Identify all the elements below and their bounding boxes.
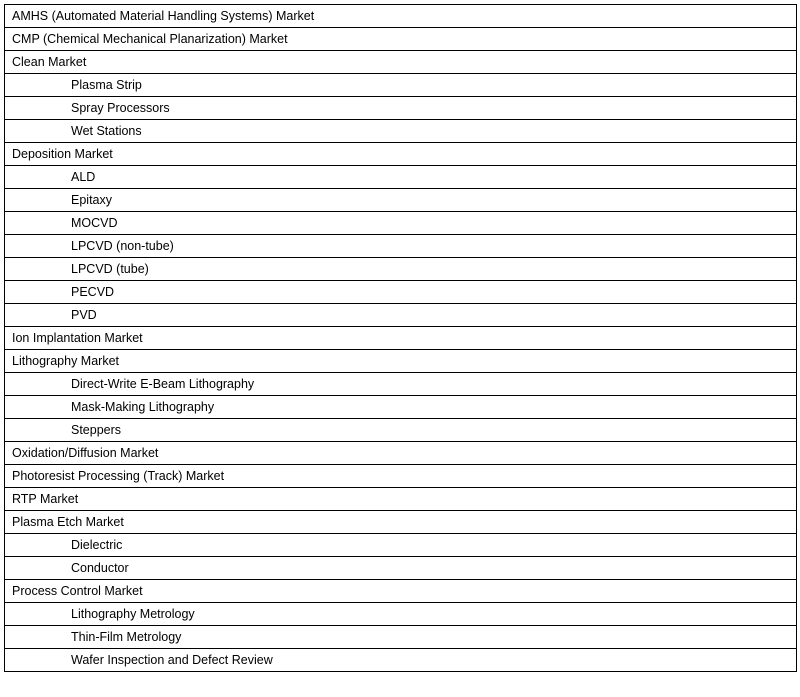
market-subcategory-label: LPCVD (non-tube) [5, 235, 797, 258]
market-subcategory-row [5, 74, 797, 97]
market-category-label: Oxidation/Diffusion Market [5, 442, 797, 465]
market-subcategory-row [5, 235, 797, 258]
market-subcategory-label: Wet Stations [5, 120, 797, 143]
market-subcategory-row [5, 626, 797, 649]
market-subcategory-label: PVD [5, 304, 797, 327]
market-category-label: Plasma Etch Market [5, 511, 797, 534]
market-subcategory-label: Plasma Strip [5, 74, 797, 97]
market-category-label: RTP Market [5, 488, 797, 511]
table-body [5, 5, 797, 672]
market-category-label: Process Control Market [5, 580, 797, 603]
market-category-label: Photoresist Processing (Track) Market [5, 465, 797, 488]
market-subcategory-label: Dielectric [5, 534, 797, 557]
market-category-row [5, 28, 797, 51]
market-subcategory-row [5, 534, 797, 557]
market-subcategory-row [5, 120, 797, 143]
market-subcategory-label: MOCVD [5, 212, 797, 235]
market-category-label: Lithography Market [5, 350, 797, 373]
market-category-label: Ion Implantation Market [5, 327, 797, 350]
market-category-row [5, 511, 797, 534]
market-category-label: CMP (Chemical Mechanical Planarization) Market [5, 28, 797, 51]
market-subcategory-row [5, 258, 797, 281]
market-category-row [5, 442, 797, 465]
market-category-label: Clean Market [5, 51, 797, 74]
market-subcategory-label: Steppers [5, 419, 797, 442]
market-subcategory-row [5, 281, 797, 304]
market-subcategory-row [5, 166, 797, 189]
market-subcategory-row [5, 649, 797, 672]
market-subcategory-label: LPCVD (tube) [5, 258, 797, 281]
market-category-row [5, 51, 797, 74]
market-category-row [5, 465, 797, 488]
market-category-row [5, 488, 797, 511]
market-category-row [5, 327, 797, 350]
market-subcategory-row [5, 557, 797, 580]
market-subcategory-label: Lithography Metrology [5, 603, 797, 626]
market-category-label: Deposition Market [5, 143, 797, 166]
market-subcategory-label: Conductor [5, 557, 797, 580]
market-category-label: AMHS (Automated Material Handling Systems) Market [5, 5, 797, 28]
market-segments-table [4, 4, 797, 672]
market-category-row [5, 350, 797, 373]
market-subcategory-row [5, 212, 797, 235]
market-subcategory-row [5, 419, 797, 442]
market-subcategory-row [5, 189, 797, 212]
market-subcategory-row [5, 603, 797, 626]
market-subcategory-label: Epitaxy [5, 189, 797, 212]
market-subcategory-label: Wafer Inspection and Defect Review [5, 649, 797, 672]
market-subcategory-row [5, 373, 797, 396]
market-subcategory-row [5, 396, 797, 419]
market-category-row [5, 580, 797, 603]
market-subcategory-label: ALD [5, 166, 797, 189]
market-category-row [5, 143, 797, 166]
market-subcategory-label: Direct-Write E-Beam Lithography [5, 373, 797, 396]
market-subcategory-row [5, 97, 797, 120]
market-subcategory-label: PECVD [5, 281, 797, 304]
market-subcategory-label: Spray Processors [5, 97, 797, 120]
market-subcategory-label: Mask-Making Lithography [5, 396, 797, 419]
market-category-row [5, 5, 797, 28]
market-subcategory-label: Thin-Film Metrology [5, 626, 797, 649]
market-subcategory-row [5, 304, 797, 327]
